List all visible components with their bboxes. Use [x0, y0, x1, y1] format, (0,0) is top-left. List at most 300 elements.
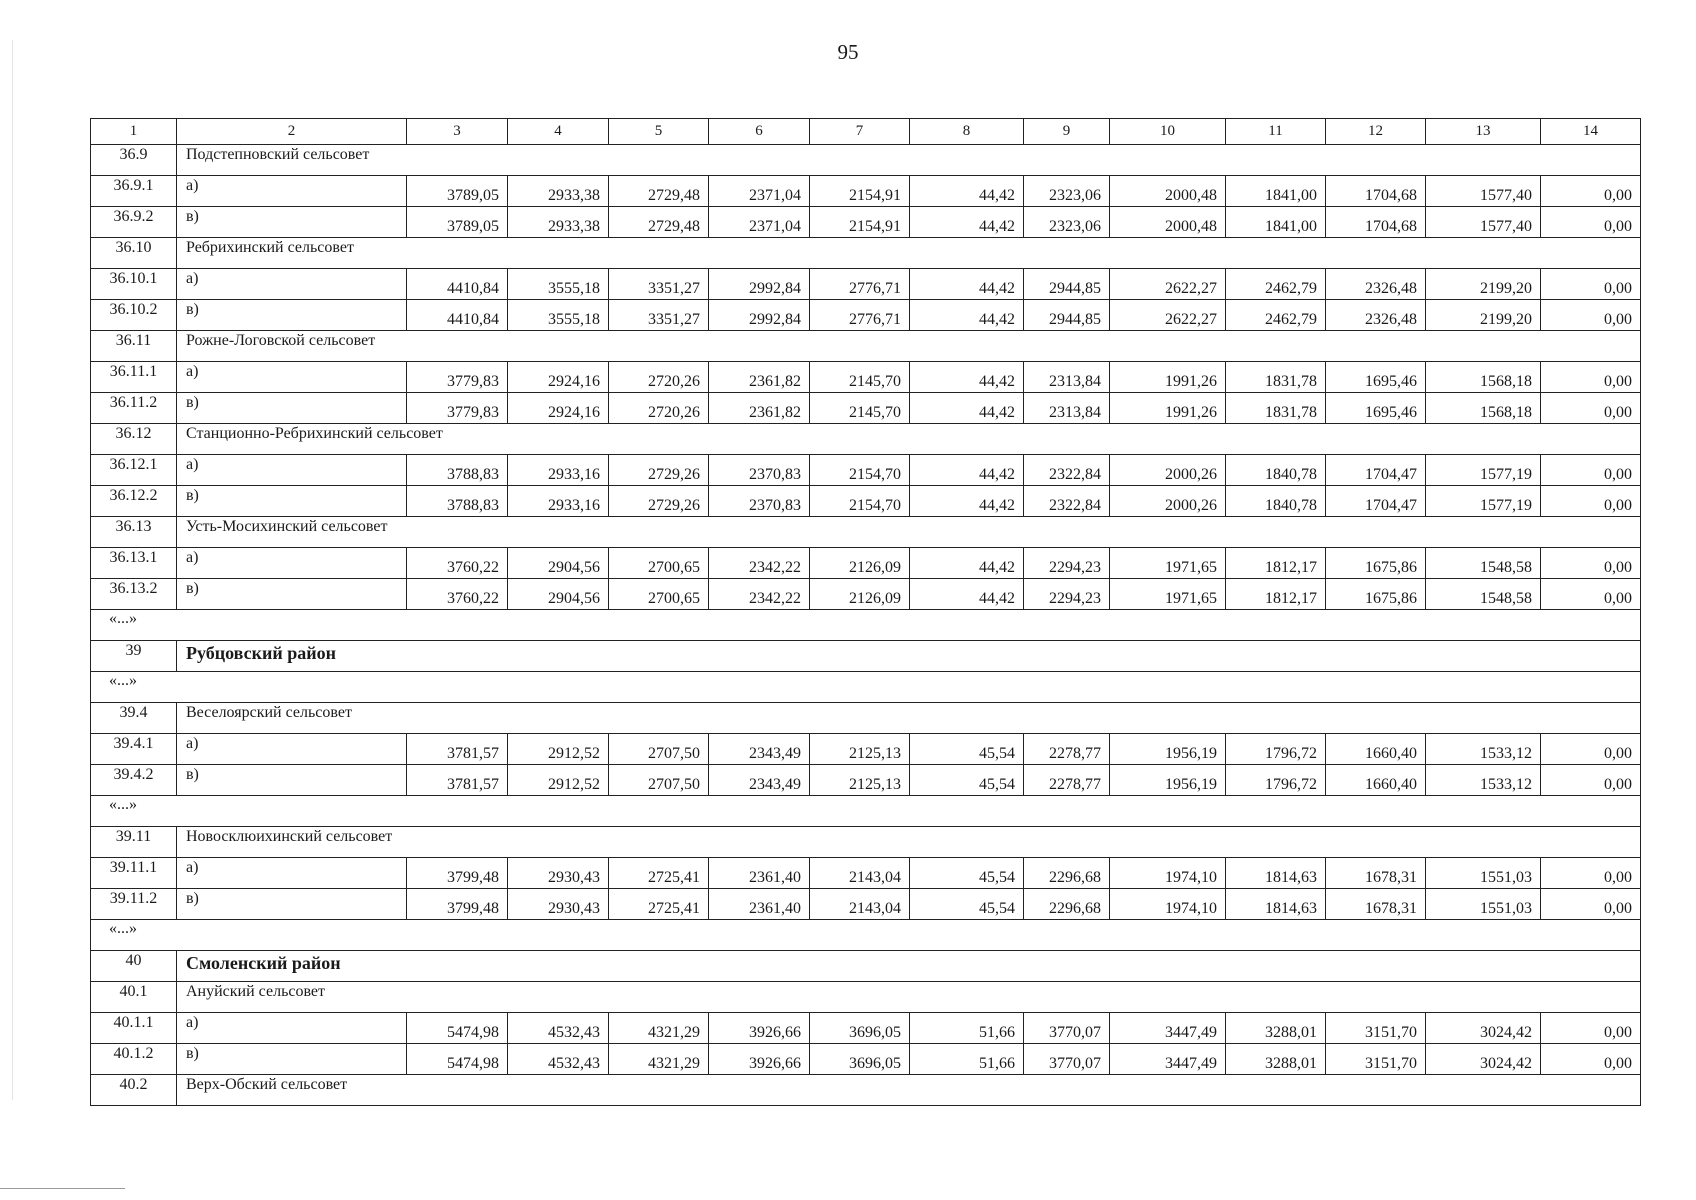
value-col-14: 0,00: [1541, 889, 1641, 920]
value-col-3: 4410,84: [407, 300, 508, 331]
value-col-13: 1577,40: [1426, 176, 1541, 207]
value-col-13: 2199,20: [1426, 300, 1541, 331]
value-col-12: 1704,68: [1326, 207, 1426, 238]
table-body: [91, 145, 1641, 1106]
value-col-6: 2371,04: [709, 207, 810, 238]
row-code: 40.1.2: [91, 1044, 177, 1075]
value-col-11: 1831,78: [1226, 393, 1326, 424]
value-col-3: 3760,22: [407, 548, 508, 579]
value-col-3: 3789,05: [407, 176, 508, 207]
value-col-10: 2000,26: [1110, 486, 1226, 517]
omission-mark: «...»: [91, 920, 1641, 951]
value-col-6: 2370,83: [709, 486, 810, 517]
value-col-10: 1974,10: [1110, 889, 1226, 920]
value-col-14: 0,00: [1541, 486, 1641, 517]
column-header-3: 3: [407, 119, 508, 145]
value-col-8: 51,66: [910, 1013, 1024, 1044]
value-col-9: 2278,77: [1024, 734, 1110, 765]
council-row: [91, 827, 1641, 858]
value-col-14: 0,00: [1541, 207, 1641, 238]
council-name: Станционно-Ребрихинский сельсовет: [177, 424, 1641, 455]
value-col-8: 45,54: [910, 734, 1024, 765]
column-header-9: 9: [1024, 119, 1110, 145]
row-code: 40.2: [91, 1075, 177, 1106]
table-header: [91, 119, 1641, 145]
value-col-13: 1568,18: [1426, 362, 1541, 393]
value-col-8: 44,42: [910, 393, 1024, 424]
value-col-8: 44,42: [910, 269, 1024, 300]
row-code: 36.9: [91, 145, 177, 176]
value-col-8: 44,42: [910, 176, 1024, 207]
row-code: 36.11.1: [91, 362, 177, 393]
value-col-7: 2154,70: [810, 455, 910, 486]
council-name: Новосклюихинский сельсовет: [177, 827, 1641, 858]
column-header-7: 7: [810, 119, 910, 145]
table-row: [91, 176, 1641, 207]
value-col-11: 1831,78: [1226, 362, 1326, 393]
row-variant: в): [177, 393, 407, 424]
value-col-13: 1548,58: [1426, 548, 1541, 579]
value-col-3: 5474,98: [407, 1013, 508, 1044]
value-col-12: 1660,40: [1326, 734, 1426, 765]
council-name: Веселоярский сельсовет: [177, 703, 1641, 734]
value-col-4: 2924,16: [508, 393, 609, 424]
row-variant: в): [177, 207, 407, 238]
value-col-6: 2342,22: [709, 548, 810, 579]
row-code: 39.11: [91, 827, 177, 858]
omission-mark: «...»: [91, 672, 1641, 703]
value-col-11: 3288,01: [1226, 1013, 1326, 1044]
row-code: 39.11.2: [91, 889, 177, 920]
district-row: [91, 641, 1641, 672]
row-code: 39.11.1: [91, 858, 177, 889]
value-col-14: 0,00: [1541, 579, 1641, 610]
value-col-6: 2361,40: [709, 889, 810, 920]
value-col-12: 3151,70: [1326, 1044, 1426, 1075]
value-col-7: 3696,05: [810, 1044, 910, 1075]
value-col-8: 44,42: [910, 300, 1024, 331]
value-col-6: 2992,84: [709, 269, 810, 300]
value-col-5: 2725,41: [609, 889, 709, 920]
council-row: [91, 145, 1641, 176]
row-code: 40: [91, 951, 177, 982]
omission-row: [91, 610, 1641, 641]
value-col-7: 2126,09: [810, 548, 910, 579]
value-col-6: 3926,66: [709, 1044, 810, 1075]
table-row: [91, 300, 1641, 331]
value-col-12: 1695,46: [1326, 362, 1426, 393]
council-row: [91, 424, 1641, 455]
table-row: [91, 858, 1641, 889]
row-code: 36.9.2: [91, 207, 177, 238]
value-col-7: 2125,13: [810, 765, 910, 796]
table-row: [91, 1044, 1641, 1075]
value-col-9: 2296,68: [1024, 858, 1110, 889]
omission-row: [91, 920, 1641, 951]
value-col-11: 1814,63: [1226, 858, 1326, 889]
value-col-11: 1812,17: [1226, 548, 1326, 579]
value-col-7: 2776,71: [810, 269, 910, 300]
value-col-5: 4321,29: [609, 1044, 709, 1075]
value-col-13: 1577,40: [1426, 207, 1541, 238]
row-variant: а): [177, 362, 407, 393]
value-col-6: 2342,22: [709, 579, 810, 610]
page-number: 95: [837, 40, 859, 64]
value-col-6: 2371,04: [709, 176, 810, 207]
table-row: [91, 269, 1641, 300]
value-col-5: 2720,26: [609, 362, 709, 393]
value-col-7: 2154,70: [810, 486, 910, 517]
value-col-7: 2776,71: [810, 300, 910, 331]
value-col-12: 1695,46: [1326, 393, 1426, 424]
value-col-12: 3151,70: [1326, 1013, 1426, 1044]
council-name: Ануйский сельсовет: [177, 982, 1641, 1013]
value-col-14: 0,00: [1541, 858, 1641, 889]
value-col-5: 2729,48: [609, 207, 709, 238]
row-code: 36.9.1: [91, 176, 177, 207]
table-row: [91, 889, 1641, 920]
row-variant: а): [177, 858, 407, 889]
council-name: Ребрихинский сельсовет: [177, 238, 1641, 269]
value-col-11: 1814,63: [1226, 889, 1326, 920]
value-col-6: 2361,40: [709, 858, 810, 889]
value-col-4: 4532,43: [508, 1044, 609, 1075]
value-col-8: 44,42: [910, 455, 1024, 486]
value-col-8: 51,66: [910, 1044, 1024, 1075]
value-col-9: 2294,23: [1024, 579, 1110, 610]
value-col-4: 2912,52: [508, 765, 609, 796]
row-variant: в): [177, 889, 407, 920]
column-header-14: 14: [1541, 119, 1641, 145]
value-col-8: 45,54: [910, 765, 1024, 796]
column-header-5: 5: [609, 119, 709, 145]
value-col-7: 2154,91: [810, 176, 910, 207]
value-col-3: 4410,84: [407, 269, 508, 300]
scan-mark-line: [0, 1188, 125, 1189]
value-col-5: 2729,48: [609, 176, 709, 207]
value-col-14: 0,00: [1541, 300, 1641, 331]
value-col-10: 1991,26: [1110, 362, 1226, 393]
value-col-4: 4532,43: [508, 1013, 609, 1044]
council-row: [91, 517, 1641, 548]
table-row: [91, 362, 1641, 393]
value-col-10: 1956,19: [1110, 734, 1226, 765]
row-variant: а): [177, 269, 407, 300]
row-code: 36.10.2: [91, 300, 177, 331]
value-col-12: 1704,47: [1326, 486, 1426, 517]
value-col-7: 2145,70: [810, 362, 910, 393]
value-col-5: 4321,29: [609, 1013, 709, 1044]
value-col-14: 0,00: [1541, 1013, 1641, 1044]
value-col-7: 2143,04: [810, 889, 910, 920]
value-col-10: 2000,48: [1110, 207, 1226, 238]
value-col-11: 1796,72: [1226, 734, 1326, 765]
value-col-3: 5474,98: [407, 1044, 508, 1075]
value-col-10: 3447,49: [1110, 1013, 1226, 1044]
value-col-12: 1675,86: [1326, 579, 1426, 610]
value-col-9: 2313,84: [1024, 393, 1110, 424]
omission-mark: «...»: [91, 610, 1641, 641]
value-col-13: 1577,19: [1426, 486, 1541, 517]
council-row: [91, 1075, 1641, 1106]
table-row: [91, 1013, 1641, 1044]
row-variant: а): [177, 734, 407, 765]
column-header-13: 13: [1426, 119, 1541, 145]
value-col-12: 1660,40: [1326, 765, 1426, 796]
council-name: Подстепновский сельсовет: [177, 145, 1641, 176]
value-col-3: 3789,05: [407, 207, 508, 238]
row-code: 36.12.1: [91, 455, 177, 486]
district-name: Рубцовский район: [177, 641, 1641, 672]
council-row: [91, 982, 1641, 1013]
value-col-7: 2126,09: [810, 579, 910, 610]
value-col-7: 2154,91: [810, 207, 910, 238]
row-code: 36.12.2: [91, 486, 177, 517]
table-row: [91, 579, 1641, 610]
value-col-8: 44,42: [910, 362, 1024, 393]
value-col-12: 2326,48: [1326, 300, 1426, 331]
value-col-3: 3799,48: [407, 889, 508, 920]
column-header-2: 2: [177, 119, 407, 145]
value-col-3: 3779,83: [407, 393, 508, 424]
row-code: 36.13.2: [91, 579, 177, 610]
value-col-9: 3770,07: [1024, 1044, 1110, 1075]
row-variant: а): [177, 1013, 407, 1044]
value-col-13: 1533,12: [1426, 734, 1541, 765]
value-col-4: 2930,43: [508, 889, 609, 920]
row-variant: в): [177, 1044, 407, 1075]
column-header-row: [91, 119, 1641, 145]
value-col-3: 3788,83: [407, 486, 508, 517]
value-col-4: 2933,16: [508, 486, 609, 517]
row-code: 36.11.2: [91, 393, 177, 424]
value-col-13: 1533,12: [1426, 765, 1541, 796]
value-col-9: 2313,84: [1024, 362, 1110, 393]
value-col-13: 1577,19: [1426, 455, 1541, 486]
value-col-5: 2725,41: [609, 858, 709, 889]
value-col-3: 3788,83: [407, 455, 508, 486]
table-row: [91, 393, 1641, 424]
row-code: 36.13: [91, 517, 177, 548]
table-row: [91, 486, 1641, 517]
row-code: 40.1: [91, 982, 177, 1013]
value-col-13: 3024,42: [1426, 1044, 1541, 1075]
column-header-1: 1: [91, 119, 177, 145]
row-variant: в): [177, 579, 407, 610]
row-code: 39.4.1: [91, 734, 177, 765]
value-col-9: 2323,06: [1024, 176, 1110, 207]
value-col-4: 3555,18: [508, 300, 609, 331]
value-col-14: 0,00: [1541, 362, 1641, 393]
value-col-3: 3760,22: [407, 579, 508, 610]
table-row: [91, 734, 1641, 765]
value-col-9: 2278,77: [1024, 765, 1110, 796]
value-col-5: 2700,65: [609, 579, 709, 610]
value-col-9: 2944,85: [1024, 269, 1110, 300]
column-header-4: 4: [508, 119, 609, 145]
value-col-4: 2904,56: [508, 548, 609, 579]
value-col-12: 1704,47: [1326, 455, 1426, 486]
row-variant: а): [177, 455, 407, 486]
value-col-13: 1551,03: [1426, 858, 1541, 889]
omission-mark: «...»: [91, 796, 1641, 827]
value-col-13: 2199,20: [1426, 269, 1541, 300]
value-col-3: 3781,57: [407, 734, 508, 765]
council-name: Рожне-Логовской сельсовет: [177, 331, 1641, 362]
table-row: [91, 765, 1641, 796]
omission-row: [91, 796, 1641, 827]
value-col-14: 0,00: [1541, 393, 1641, 424]
row-code: 36.13.1: [91, 548, 177, 579]
row-variant: в): [177, 765, 407, 796]
value-col-6: 2343,49: [709, 734, 810, 765]
value-col-6: 2361,82: [709, 362, 810, 393]
value-col-6: 2370,83: [709, 455, 810, 486]
value-col-12: 2326,48: [1326, 269, 1426, 300]
value-col-4: 3555,18: [508, 269, 609, 300]
value-col-5: 2729,26: [609, 455, 709, 486]
value-col-10: 2622,27: [1110, 300, 1226, 331]
row-code: 39: [91, 641, 177, 672]
council-row: [91, 703, 1641, 734]
council-name: Усть-Мосихинский сельсовет: [177, 517, 1641, 548]
value-col-12: 1678,31: [1326, 858, 1426, 889]
row-code: 39.4: [91, 703, 177, 734]
value-col-11: 1840,78: [1226, 486, 1326, 517]
value-col-4: 2933,16: [508, 455, 609, 486]
value-col-4: 2924,16: [508, 362, 609, 393]
value-col-8: 45,54: [910, 889, 1024, 920]
value-col-5: 2729,26: [609, 486, 709, 517]
value-col-14: 0,00: [1541, 176, 1641, 207]
value-col-11: 3288,01: [1226, 1044, 1326, 1075]
council-name: Верх-Обский сельсовет: [177, 1075, 1641, 1106]
value-col-14: 0,00: [1541, 269, 1641, 300]
value-col-12: 1675,86: [1326, 548, 1426, 579]
value-col-10: 2622,27: [1110, 269, 1226, 300]
value-col-3: 3781,57: [407, 765, 508, 796]
value-col-11: 1841,00: [1226, 176, 1326, 207]
value-col-7: 2143,04: [810, 858, 910, 889]
value-col-14: 0,00: [1541, 734, 1641, 765]
council-row: [91, 331, 1641, 362]
value-col-10: 3447,49: [1110, 1044, 1226, 1075]
value-col-9: 2944,85: [1024, 300, 1110, 331]
value-col-8: 44,42: [910, 548, 1024, 579]
column-header-10: 10: [1110, 119, 1226, 145]
value-col-14: 0,00: [1541, 548, 1641, 579]
value-col-12: 1704,68: [1326, 176, 1426, 207]
value-col-14: 0,00: [1541, 1044, 1641, 1075]
row-variant: а): [177, 548, 407, 579]
value-col-3: 3779,83: [407, 362, 508, 393]
value-col-8: 45,54: [910, 858, 1024, 889]
value-col-5: 2720,26: [609, 393, 709, 424]
value-col-9: 2322,84: [1024, 486, 1110, 517]
value-col-9: 2294,23: [1024, 548, 1110, 579]
value-col-13: 3024,42: [1426, 1013, 1541, 1044]
omission-row: [91, 672, 1641, 703]
value-col-4: 2912,52: [508, 734, 609, 765]
value-col-10: 1974,10: [1110, 858, 1226, 889]
value-col-9: 2296,68: [1024, 889, 1110, 920]
value-col-9: 2323,06: [1024, 207, 1110, 238]
value-col-10: 1956,19: [1110, 765, 1226, 796]
district-name: Смоленский район: [177, 951, 1641, 982]
column-header-8: 8: [910, 119, 1024, 145]
value-col-13: 1548,58: [1426, 579, 1541, 610]
value-col-5: 2707,50: [609, 734, 709, 765]
value-col-14: 0,00: [1541, 765, 1641, 796]
value-col-6: 2992,84: [709, 300, 810, 331]
value-col-10: 1971,65: [1110, 548, 1226, 579]
row-code: 36.10: [91, 238, 177, 269]
value-col-4: 2933,38: [508, 207, 609, 238]
value-col-5: 2707,50: [609, 765, 709, 796]
value-col-3: 3799,48: [407, 858, 508, 889]
value-col-4: 2930,43: [508, 858, 609, 889]
value-col-4: 2933,38: [508, 176, 609, 207]
value-col-14: 0,00: [1541, 455, 1641, 486]
value-col-13: 1568,18: [1426, 393, 1541, 424]
row-variant: в): [177, 300, 407, 331]
row-code: 36.12: [91, 424, 177, 455]
value-col-12: 1678,31: [1326, 889, 1426, 920]
value-col-13: 1551,03: [1426, 889, 1541, 920]
value-col-5: 3351,27: [609, 300, 709, 331]
value-col-8: 44,42: [910, 486, 1024, 517]
value-col-11: 2462,79: [1226, 300, 1326, 331]
tariff-table: [90, 118, 1641, 1106]
value-col-7: 3696,05: [810, 1013, 910, 1044]
column-header-12: 12: [1326, 119, 1426, 145]
table-row: [91, 207, 1641, 238]
table-row: [91, 455, 1641, 486]
value-col-9: 2322,84: [1024, 455, 1110, 486]
value-col-10: 2000,48: [1110, 176, 1226, 207]
column-header-11: 11: [1226, 119, 1326, 145]
value-col-11: 2462,79: [1226, 269, 1326, 300]
value-col-7: 2125,13: [810, 734, 910, 765]
value-col-6: 2361,82: [709, 393, 810, 424]
district-row: [91, 951, 1641, 982]
scan-edge-line: [12, 40, 13, 1100]
value-col-6: 2343,49: [709, 765, 810, 796]
table-row: [91, 548, 1641, 579]
row-code: 36.11: [91, 331, 177, 362]
value-col-11: 1840,78: [1226, 455, 1326, 486]
row-variant: а): [177, 176, 407, 207]
row-code: 39.4.2: [91, 765, 177, 796]
column-header-6: 6: [709, 119, 810, 145]
value-col-9: 3770,07: [1024, 1013, 1110, 1044]
value-col-5: 2700,65: [609, 548, 709, 579]
value-col-10: 1971,65: [1110, 579, 1226, 610]
value-col-6: 3926,66: [709, 1013, 810, 1044]
council-row: [91, 238, 1641, 269]
row-code: 36.10.1: [91, 269, 177, 300]
value-col-10: 2000,26: [1110, 455, 1226, 486]
value-col-11: 1841,00: [1226, 207, 1326, 238]
value-col-7: 2145,70: [810, 393, 910, 424]
value-col-8: 44,42: [910, 579, 1024, 610]
row-code: 40.1.1: [91, 1013, 177, 1044]
value-col-4: 2904,56: [508, 579, 609, 610]
value-col-5: 3351,27: [609, 269, 709, 300]
value-col-11: 1796,72: [1226, 765, 1326, 796]
value-col-11: 1812,17: [1226, 579, 1326, 610]
value-col-8: 44,42: [910, 207, 1024, 238]
